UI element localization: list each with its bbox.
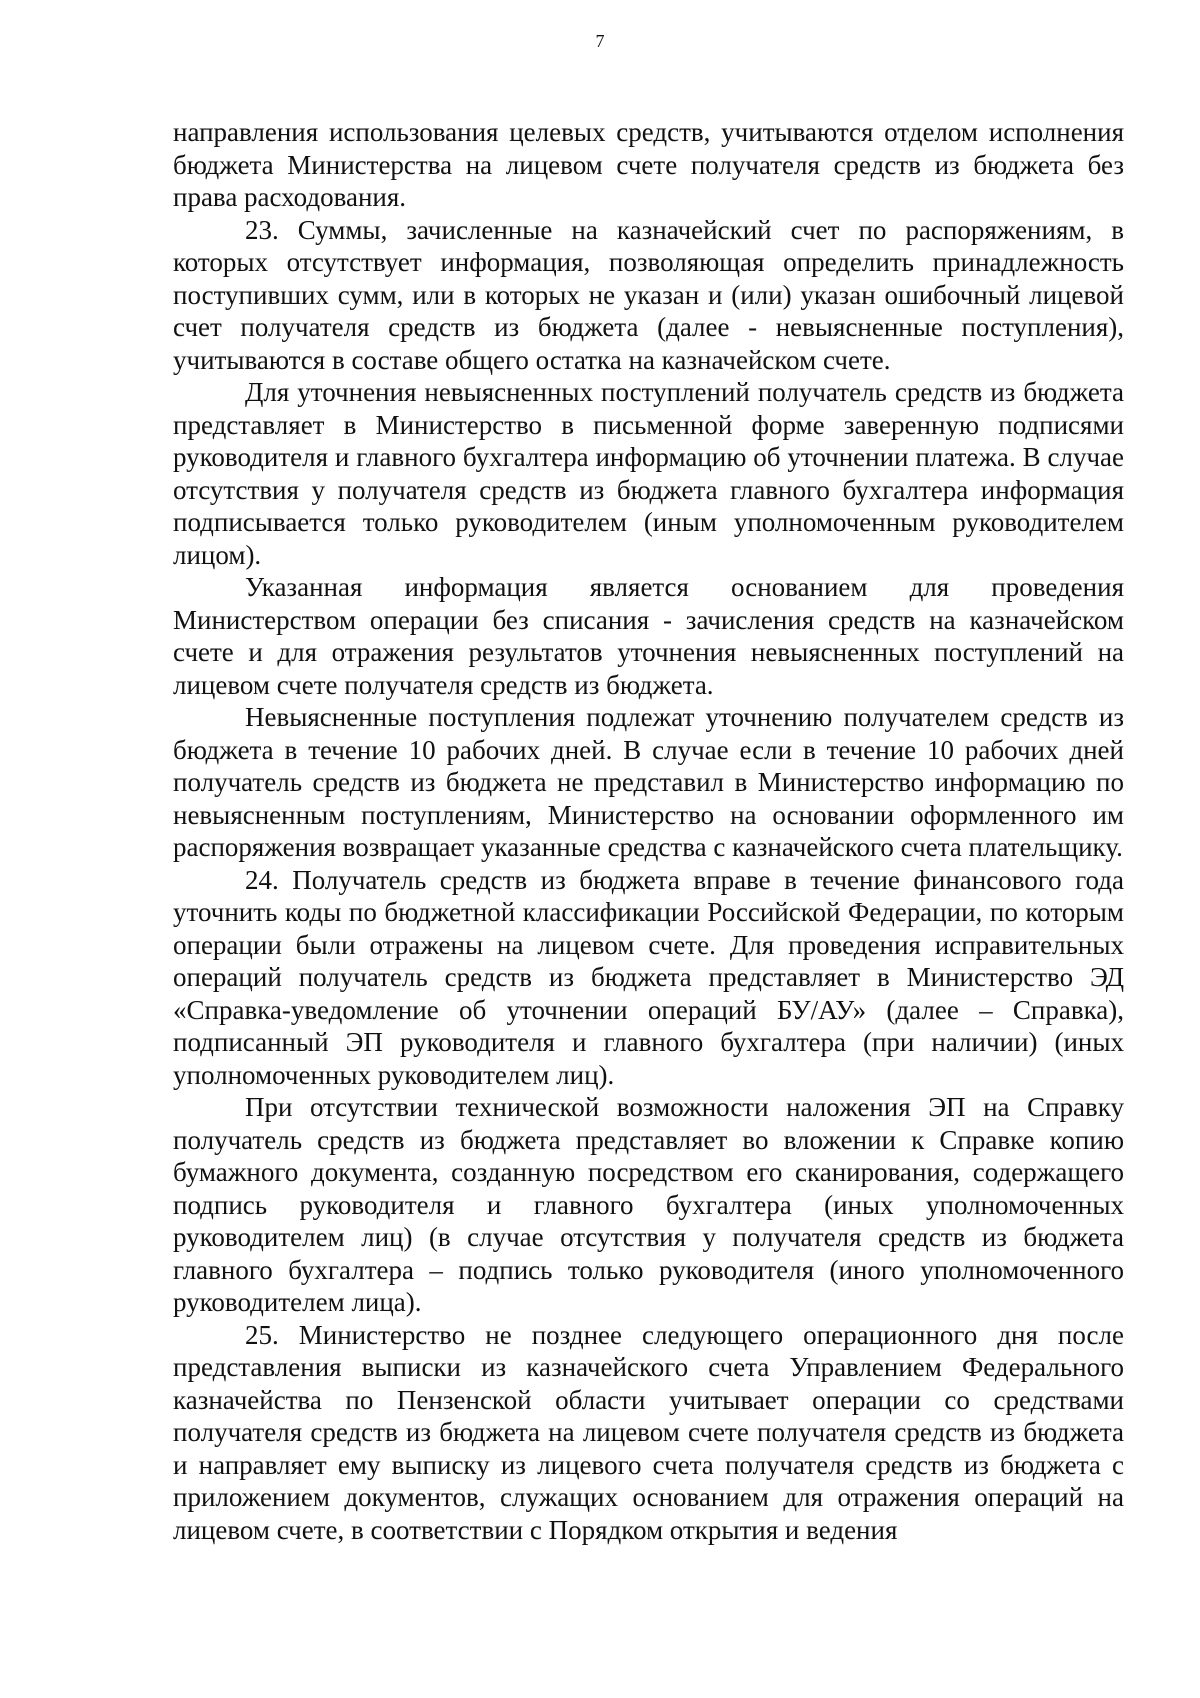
paragraph: 24. Получатель средств из бюджета вправе в течение финансового года уточнить коды по бюджетной классификации Российской Федерации, по которым операции были отражены на лицевом счете. Для проведения исправительных операций получатель средств из бюджета представляет в Министерство ЭД «Справка-уведомление об уточнении операций БУ/АУ» (далее – Справка), подписанный ЭП руководителя и главного бухгалтера (при наличии) (иных уполномоченных руководителем лиц). [173, 864, 1124, 1090]
paragraph: 25. Министерство не позднее следующего операционного дня после представления выписки из казначейского счета Управлением Федерального казначейства по Пензенской области учитывает операции со средствами получателя средств из бюджета на лицевом счете получателя средств из бюджета и направляет ему выписку из лицевого счета получателя средств из бюджета с приложением документов, служащих основанием для отражения операций на лицевом счете, в соответствии с Порядком открытия и ведения [173, 1319, 1124, 1545]
paragraph: Для уточнения невыясненных поступлений получатель средств из бюджета представляет в Министерство в письменной форме заверенную подписями руководителя и главного бухгалтера информацию об уточнении платежа. В случае отсутствия у получателя средств из бюджета главного бухгалтера информация подписывается только руководителем (иным уполномоченным руководителем лицом). [173, 377, 1124, 570]
page-number: 7 [595, 31, 605, 51]
paragraph: 23. Суммы, зачисленные на казначейский счет по распоряжениям, в которых отсутствует информация, позволяющая определить принадлежность поступивших сумм, или в которых не указан и (или) указан ошибочный лицевой счет получателя средств из бюджета (далее - невыясненные поступления), учитываются в составе общего остатка на казначейском счете. [173, 214, 1124, 375]
paragraph: направления использования целевых средств, учитываются отделом исполнения бюджета Министерства на лицевом счете получателя средств из бюджета без права расходования. [173, 117, 1124, 212]
document-body [173, 116, 1124, 1546]
paragraph: При отсутствии технической возможности наложения ЭП на Справку получатель средств из бюджета представляет во вложении к Справке копию бумажного документа, созданную посредством его сканирования, содержащего подпись руководителя и главного бухгалтера (иных уполномоченных руководителем лиц) (в случае отсутствия у получателя средств из бюджета главного бухгалтера – подпись только руководителя (иного уполномоченного руководителем лица). [173, 1092, 1124, 1317]
paragraph: Указанная информация является основанием для проведения Министерством операции без списания - зачисления средств на казначейском счете и для отражения результатов уточнения невыясненных поступлений на лицевом счете получателя средств из бюджета. [173, 572, 1124, 700]
paragraph: Невыясненные поступления подлежат уточнению получателем средств из бюджета в течение 10 рабочих дней. В случае если в течение 10 рабочих дней получатель средств из бюджета не представил в Министерство информацию по невыясненным поступлениям, Министерство на основании оформленного им распоряжения возвращает указанные средства с казначейского счета плательщику. [173, 702, 1124, 862]
